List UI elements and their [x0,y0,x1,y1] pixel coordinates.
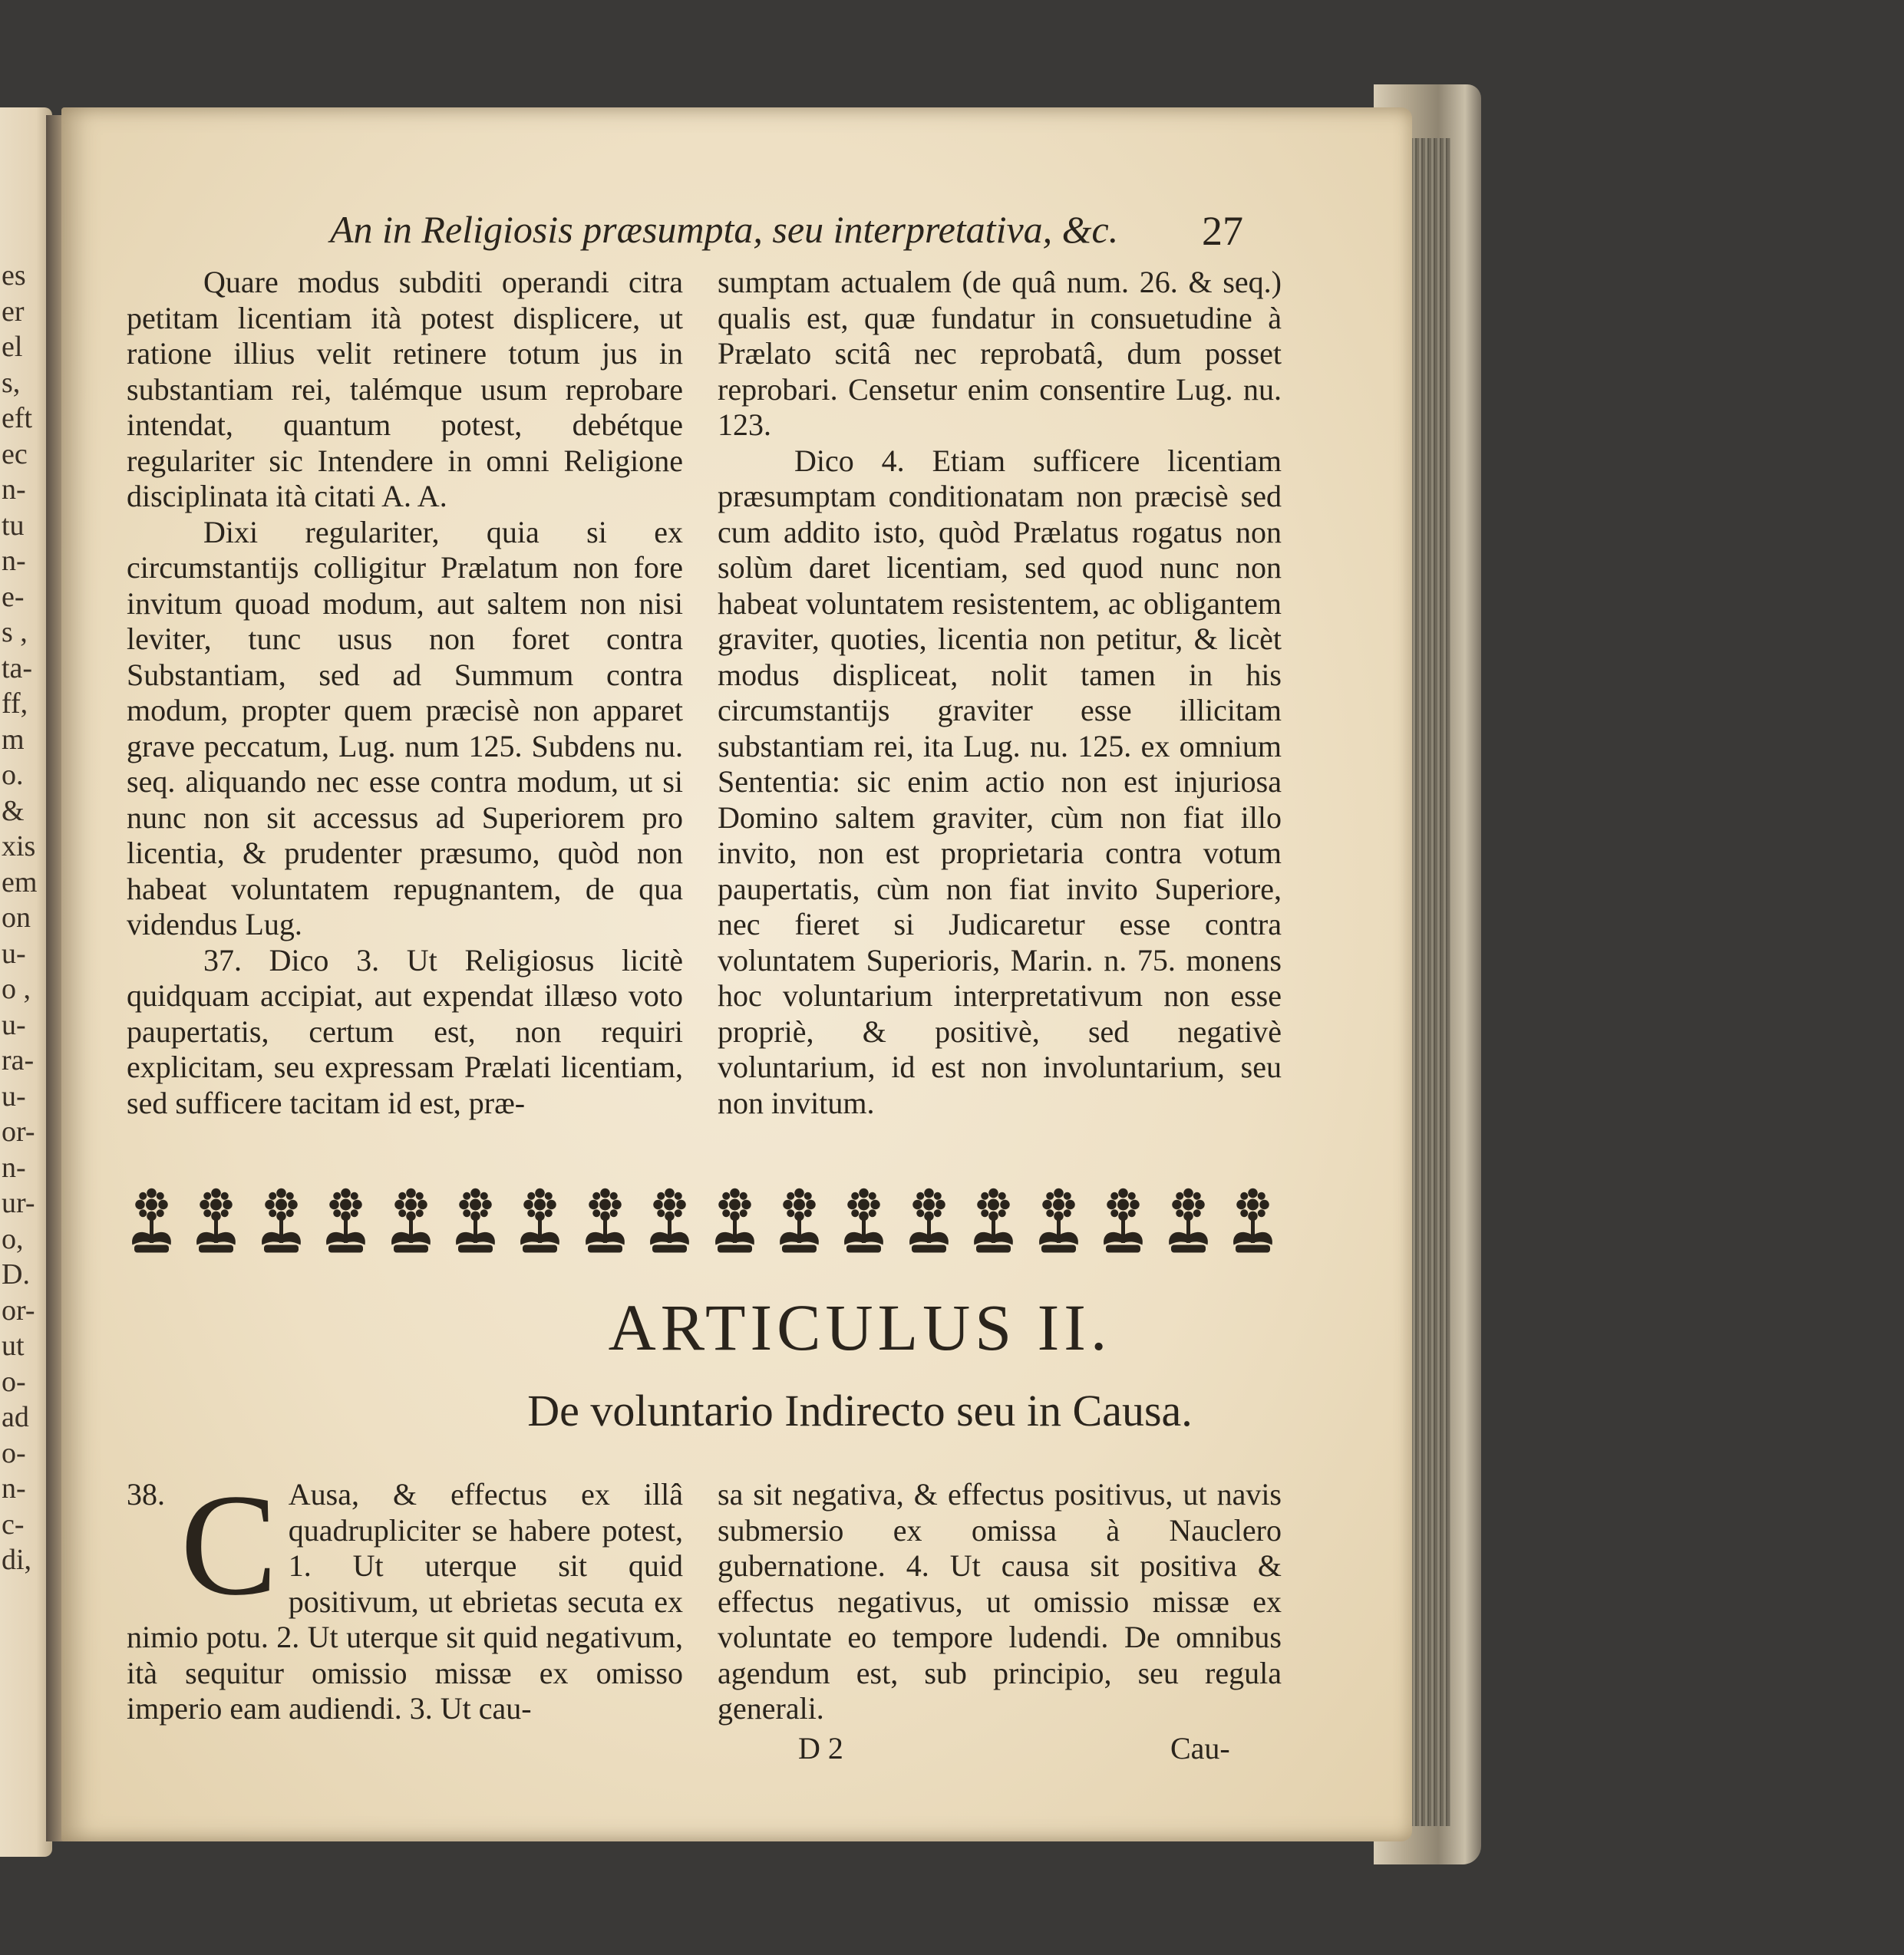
left-page-fragment: s , [2,616,28,648]
left-page-fragment: u- [2,1008,26,1041]
left-page-fragment: c- [2,1508,25,1541]
left-page-fragment: o , [2,973,31,1005]
left-page-fragment: di, [2,1544,32,1576]
left-page-fragment: m [2,723,25,756]
flower-ornament-icon [1224,1185,1282,1262]
left-page-fragment: er [2,295,25,328]
left-page-fragment: n- [2,1151,26,1184]
flower-ornament-icon [1160,1185,1217,1262]
flower-ornament-icon [1030,1185,1087,1262]
left-page-fragment: u- [2,1080,26,1113]
flower-ornament-icon [771,1185,828,1262]
left-page-fragment: xis [2,830,36,862]
flower-ornament-icon [447,1185,504,1262]
left-page-fragment: ad [2,1401,29,1433]
paragraph: 37. Dico 3. Ut Religiosus licitè quidquam accipiat, aut expendat illæso voto paupertatis, certum est, non requiri explicitam, seu expressam Prælati licentiam, sed sufficere tacitam id est, præ- [127,942,683,1120]
left-page-fragment: s, [2,366,21,399]
flower-ornament-icon [511,1185,569,1262]
left-page-fragment: o- [2,1365,26,1398]
left-page-fragment: on [2,902,31,934]
signature-mark: D 2 [798,1731,843,1765]
section-number: 38. [127,1477,165,1512]
left-page-fragment: eft [2,402,33,434]
article-title [0,1289,1904,1366]
left-page-fragment: em [2,865,38,898]
left-page-fragment: o, [2,1222,24,1255]
drop-cap: C [180,1465,278,1626]
running-head [330,207,1243,253]
running-head-title: An in Religiosis præsumpta, seu interpretativa, &c. [330,208,1119,251]
paragraph: Quare modus subditi operandi citra petitam licentiam ità potest displicere, ut ratione illius velit retinere totum jus in substantiam rei, talémque usum reprobare intendat, quantum potest, debétque regulariter sic Intendere in omni Religione disciplinata ità citati A. A. [127,265,683,513]
article-subtitle-text: De voluntario Indirecto seu in Causa. [527,1386,1193,1436]
flower-ornament-icon [641,1185,698,1262]
left-column [127,265,683,1121]
flower-ornament-icon [1094,1185,1152,1262]
left-page-fragment: ut [2,1330,25,1362]
flower-ornament-icon [252,1185,310,1262]
section-38-text-right: sa sit negativa, & effectus positivus, ut navis submersio ex omissa à Nauclero gubernatione. 4. Ut causa sit positiva & effectus negativus, ut omissio missæ ex voluntate eo tempore ludendi. De omnibus agendum est, sub principio, seu regula generali. [718,1477,1282,1726]
left-page-fragment: ra- [2,1044,35,1076]
left-page-fragment: ta- [2,651,33,684]
paragraph: Dixi regulariter, quia si ex circumstantijs colligitur Prælatum non fore invitum quoad modum, aut saltem non nisi leviter, tunc usus non foret contra Substantiam, sed ad Summum contra modum, propter quem præcisè non apparet grave peccatum, Lug. num 125. Subdens nu. seq. aliquando nec esse contra modum, ut si nunc non sit accessus ad Superiorem pro licentia, & prudenter præsumo, quòd non habeat voluntatem repugnantem, de qua videndus Lug. [127,514,683,941]
article-subtitle [0,1385,1904,1436]
left-page-fragment: es [2,259,26,292]
flower-ornament-icon [123,1185,180,1262]
left-page-fragment: u- [2,937,26,970]
left-page-fragment: or- [2,1116,35,1148]
left-page-fragment: o. [2,759,24,791]
flower-ornament-icon [835,1185,893,1262]
floral-ornament-band [123,1182,1282,1266]
paragraph: Dico 4. Etiam sufficere licentiam præsumptam conditionatam non præcisè sed cum addito isto, quòd Prælatus rogatus non solùm daret licentiam, sed quod nunc non habeat voluntatem resistentem, ac obligantem graviter, quoties, licentia non petitur, & licèt modus displiceat, nolit tamen in his circumstantijs graviter esse illicitam substantiam rei, ita Lug. nu. 125. ex omnium Sententia: sic enim actio non est injuriosa Domino saltem graviter, cùm non fiat illo invito, non est proprietaria contra votum paupertatis, cùm non fiat invito Superiore, nec fieret si Judicaretur esse contra voluntatem Superioris, Marin. n. 75. monens hoc voluntarium interpretativum non esse propriè, & positivè, sed negativè voluntarium, id est non involuntarium, seu non invitum. [718,443,1282,1120]
catchword: Cau- [1170,1731,1230,1765]
flower-ornament-icon [900,1185,958,1262]
left-page-fragment: n- [2,473,26,506]
left-page-fragment: e- [2,580,25,613]
paragraph: sumptam actualem (de quâ num. 26. & seq.) qualis est, quæ fundatur in consuetudine à Prælato scitâ nec reprobatâ, dum posset reprobari. Censetur enim consentire Lug. nu. 123. [718,265,1282,442]
left-page-fragment: el [2,331,23,363]
left-page-fragment: ur- [2,1187,35,1219]
flower-ornament-icon [187,1185,245,1262]
section-38-left [127,1465,683,1727]
flower-ornament-icon [382,1185,440,1262]
article-title-text: ARTICULUS II. [608,1291,1112,1364]
flower-ornament-icon [965,1185,1022,1262]
left-page-fragment: ec [2,437,28,470]
section-38-right [718,1477,1282,1727]
page-number: 27 [1202,208,1243,254]
left-page-fragment: n- [2,545,26,577]
previous-page-edge [0,107,52,1857]
section-38-text-left: Ausa, & effectus ex illâ quadrupliciter se habere potest, 1. Ut uterque sit quid positivum, ut ebrietas secuta ex nimio potu. 2. Ut uterque sit quid negativum, ità sequitur omissio missæ ex omisso imperio eam audiendi. 3. Ut cau- [127,1477,683,1726]
left-page-fragment: & [2,794,25,827]
left-page-fragment: ff, [2,687,28,720]
left-page-fragment: or- [2,1294,35,1327]
flower-ornament-icon [706,1185,764,1262]
left-page-fragment: n- [2,1472,26,1505]
left-page-fragment: tu [2,509,25,542]
flower-ornament-icon [317,1185,375,1262]
left-page-fragment: o- [2,1436,26,1469]
left-page-fragment: D. [2,1258,30,1291]
flower-ornament-icon [576,1185,634,1262]
right-column [718,265,1282,1121]
